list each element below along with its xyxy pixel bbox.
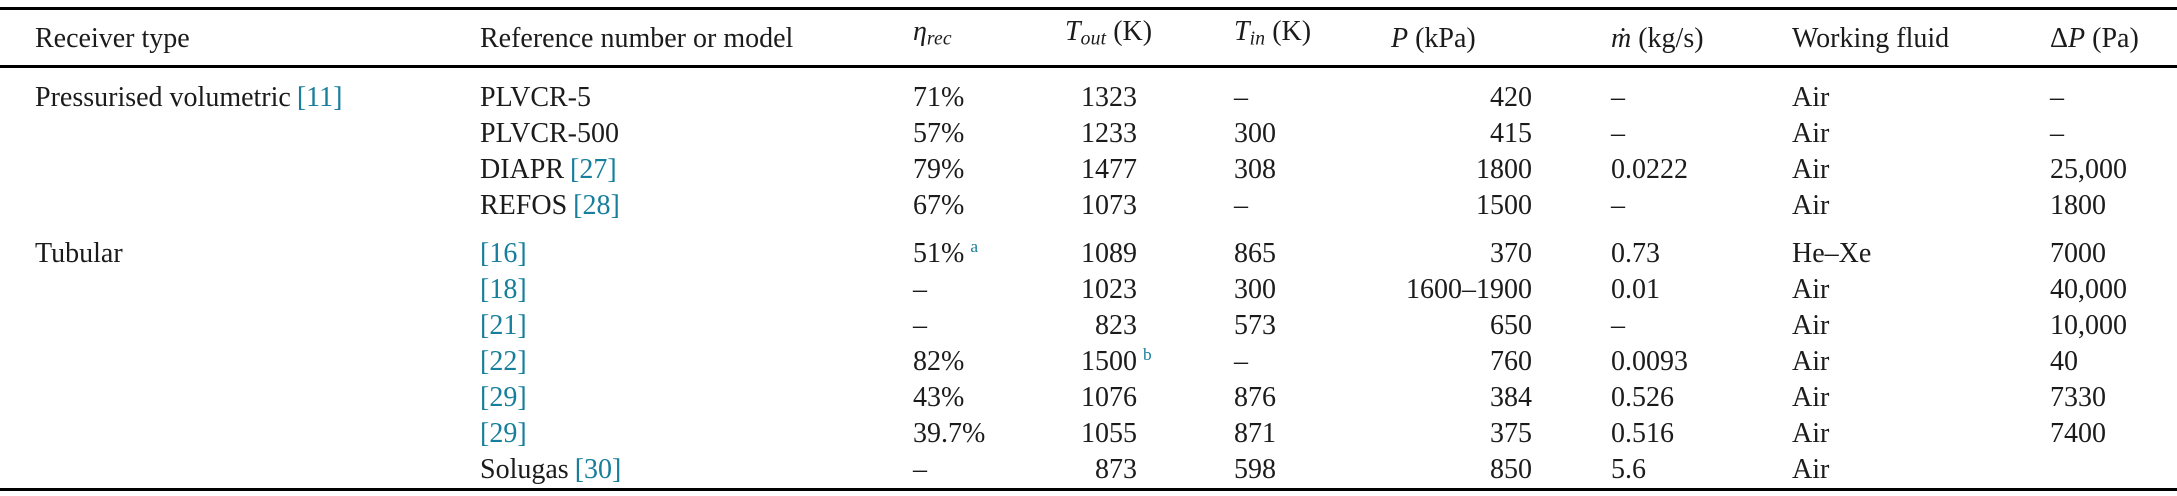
cell-mass-flow: 0.516 — [1611, 418, 1674, 450]
cell-t-in: 865 — [1234, 238, 1276, 270]
cell-t-in: 300 — [1234, 118, 1276, 150]
cell-t-out: 1089 — [1081, 238, 1137, 270]
citation-ref[interactable]: [18] — [480, 274, 527, 306]
cell-t-out: 823 — [1095, 310, 1137, 342]
cell-t-in: – — [1234, 190, 1248, 222]
citation-ref[interactable]: [27] — [570, 154, 617, 186]
cell-working-fluid: Air — [1792, 274, 1830, 306]
cell-model — [480, 308, 913, 344]
col-header-t-in: Tin (K) — [1234, 9, 1391, 67]
cell-delta-p: – — [2050, 118, 2064, 150]
cell-receiver-type: Tubular — [35, 238, 123, 270]
cell-working-fluid: Air — [1792, 346, 1830, 378]
cell-t-out: 1477 — [1081, 154, 1137, 186]
cell-model — [480, 380, 913, 416]
col-header-mass-flow: ṁ (kg/s) — [1611, 9, 1792, 67]
citation-ref[interactable]: [11] — [296, 82, 343, 114]
cell-mass-flow: – — [1611, 118, 1625, 150]
cell-receiver-type — [0, 416, 480, 452]
citation-ref[interactable]: [29] — [480, 418, 527, 450]
cell-model — [480, 224, 913, 272]
cell-t-out: 1076 — [1081, 382, 1137, 414]
col-header-t-out: Tout (K) — [1065, 9, 1234, 67]
cell-eta: 79% — [913, 154, 965, 186]
cell-receiver-type — [0, 344, 480, 380]
cell-model — [480, 416, 913, 452]
footnote-ref[interactable]: a — [970, 236, 979, 256]
cell-eta: – — [913, 274, 927, 306]
cell-t-in: 598 — [1234, 454, 1276, 486]
cell-t-out: 1073 — [1081, 190, 1137, 222]
table-row — [0, 116, 2177, 152]
citation-ref[interactable]: [22] — [480, 346, 527, 378]
cell-model: PLVCR-500 — [480, 118, 620, 150]
cell-mass-flow: 0.0093 — [1611, 346, 1688, 378]
cell-mass-flow: – — [1611, 190, 1625, 222]
citation-ref[interactable]: [29] — [480, 382, 527, 414]
cell-pressure: 760 — [1490, 346, 1532, 378]
cell-eta: – — [913, 310, 927, 342]
cell-t-in: 871 — [1234, 418, 1276, 450]
cell-delta-p: 7000 — [2050, 238, 2106, 270]
table-row — [0, 188, 2177, 224]
cell-mass-flow: 0.526 — [1611, 382, 1674, 414]
cell-mass-flow: – — [1611, 82, 1625, 114]
cell-pressure: 1800 — [1476, 154, 1532, 186]
cell-delta-p: 7330 — [2050, 382, 2106, 414]
footnote-ref[interactable]: b — [1143, 344, 1152, 364]
cell-model — [480, 344, 913, 380]
cell-t-out: 1233 — [1081, 118, 1137, 150]
cell-working-fluid: Air — [1792, 310, 1830, 342]
cell-mass-flow: – — [1611, 310, 1625, 342]
table-row — [0, 152, 2177, 188]
table-row — [0, 416, 2177, 452]
citation-ref[interactable]: [28] — [573, 190, 620, 222]
table-row — [0, 67, 2177, 117]
cell-mass-flow: 0.01 — [1611, 274, 1660, 306]
cell-receiver-type — [0, 452, 480, 490]
citation-ref[interactable]: [16] — [480, 238, 527, 270]
table-row — [0, 380, 2177, 416]
cell-receiver-type: Pressurised volumetric [11] — [35, 82, 343, 114]
cell-receiver-type — [0, 272, 480, 308]
cell-model: Solugas [30] — [480, 454, 622, 486]
col-header-delta-p: ΔP (Pa) — [2050, 9, 2177, 67]
cell-working-fluid: Air — [1792, 118, 1830, 150]
cell-receiver-type — [0, 116, 480, 152]
cell-model: DIAPR [27] — [480, 154, 617, 186]
cell-eta: 71% — [913, 82, 965, 114]
cell-delta-p: – — [2050, 82, 2064, 114]
header-row — [0, 9, 2177, 67]
cell-working-fluid: Air — [1792, 82, 1830, 114]
cell-eta: 57% — [913, 118, 965, 150]
cell-pressure: 375 — [1490, 418, 1532, 450]
cell-pressure: 384 — [1490, 382, 1532, 414]
cell-pressure: 850 — [1490, 454, 1532, 486]
cell-t-in: 300 — [1234, 274, 1276, 306]
cell-mass-flow: 5.6 — [1611, 454, 1646, 486]
table-row — [0, 272, 2177, 308]
cell-t-in: 876 — [1234, 382, 1276, 414]
cell-model: REFOS [28] — [480, 190, 620, 222]
cell-t-out: 1323 — [1081, 82, 1137, 114]
cell-t-in: 573 — [1234, 310, 1276, 342]
cell-eta: 51% $^a$ — [913, 236, 979, 270]
cell-mass-flow: 0.73 — [1611, 238, 1660, 270]
citation-ref[interactable]: [30] — [574, 454, 622, 486]
cell-eta: 43% — [913, 382, 965, 414]
cell-t-in: – — [1234, 82, 1248, 114]
col-header-reference: Reference number or model — [480, 9, 913, 67]
cell-mass-flow: 0.0222 — [1611, 154, 1688, 186]
cell-eta: – — [913, 454, 927, 486]
cell-delta-p: 10,000 — [2050, 310, 2127, 342]
cell-delta-p: 7400 — [2050, 418, 2106, 450]
cell-working-fluid: Air — [1792, 154, 1830, 186]
cell-model — [480, 272, 913, 308]
cell-eta: 82% — [913, 346, 965, 378]
cell-t-out: 873 — [1095, 454, 1137, 486]
table-row — [0, 224, 2177, 272]
cell-receiver-type — [0, 188, 480, 224]
cell-delta-p: 40,000 — [2050, 274, 2127, 306]
cell-t-out: 1023 — [1081, 274, 1137, 306]
cell-delta-p: 25,000 — [2050, 154, 2127, 186]
cell-t-out: 1500 $^b$ — [1081, 344, 1152, 378]
cell-t-in: 308 — [1234, 154, 1276, 186]
cell-working-fluid: Air — [1792, 454, 1830, 486]
table-row — [0, 308, 2177, 344]
cell-pressure: 415 — [1490, 118, 1532, 150]
cell-working-fluid: Air — [1792, 190, 1830, 222]
col-header-working-fluid: Working fluid — [1792, 9, 2050, 67]
cell-t-out: 1055 — [1081, 418, 1137, 450]
citation-ref[interactable]: [21] — [480, 310, 527, 342]
cell-eta: 67% — [913, 190, 965, 222]
cell-delta-p: 1800 — [2050, 190, 2106, 222]
col-header-pressure: P (kPa) — [1391, 9, 1611, 67]
cell-receiver-type — [0, 380, 480, 416]
cell-delta-p: 40 — [2050, 346, 2078, 378]
cell-pressure: 1600–1900 — [1406, 274, 1532, 306]
table-row — [0, 452, 2177, 490]
receiver-comparison-table — [0, 7, 2177, 491]
cell-model: PLVCR-5 — [480, 82, 592, 114]
cell-working-fluid: Air — [1792, 382, 1830, 414]
cell-receiver-type — [0, 152, 480, 188]
cell-pressure: 420 — [1490, 82, 1532, 114]
cell-eta: 39.7% — [913, 418, 986, 450]
table-row — [0, 344, 2177, 380]
cell-receiver-type — [0, 308, 480, 344]
cell-pressure: 1500 — [1476, 190, 1532, 222]
cell-pressure: 370 — [1490, 238, 1532, 270]
cell-t-in: – — [1234, 346, 1248, 378]
col-header-eta-rec: ηrec — [913, 9, 1065, 67]
cell-working-fluid: Air — [1792, 418, 1830, 450]
cell-delta-p — [2050, 452, 2177, 490]
cell-working-fluid: He–Xe — [1792, 238, 1872, 270]
cell-pressure: 650 — [1490, 310, 1532, 342]
col-header-receiver-type: Receiver type — [0, 9, 480, 67]
